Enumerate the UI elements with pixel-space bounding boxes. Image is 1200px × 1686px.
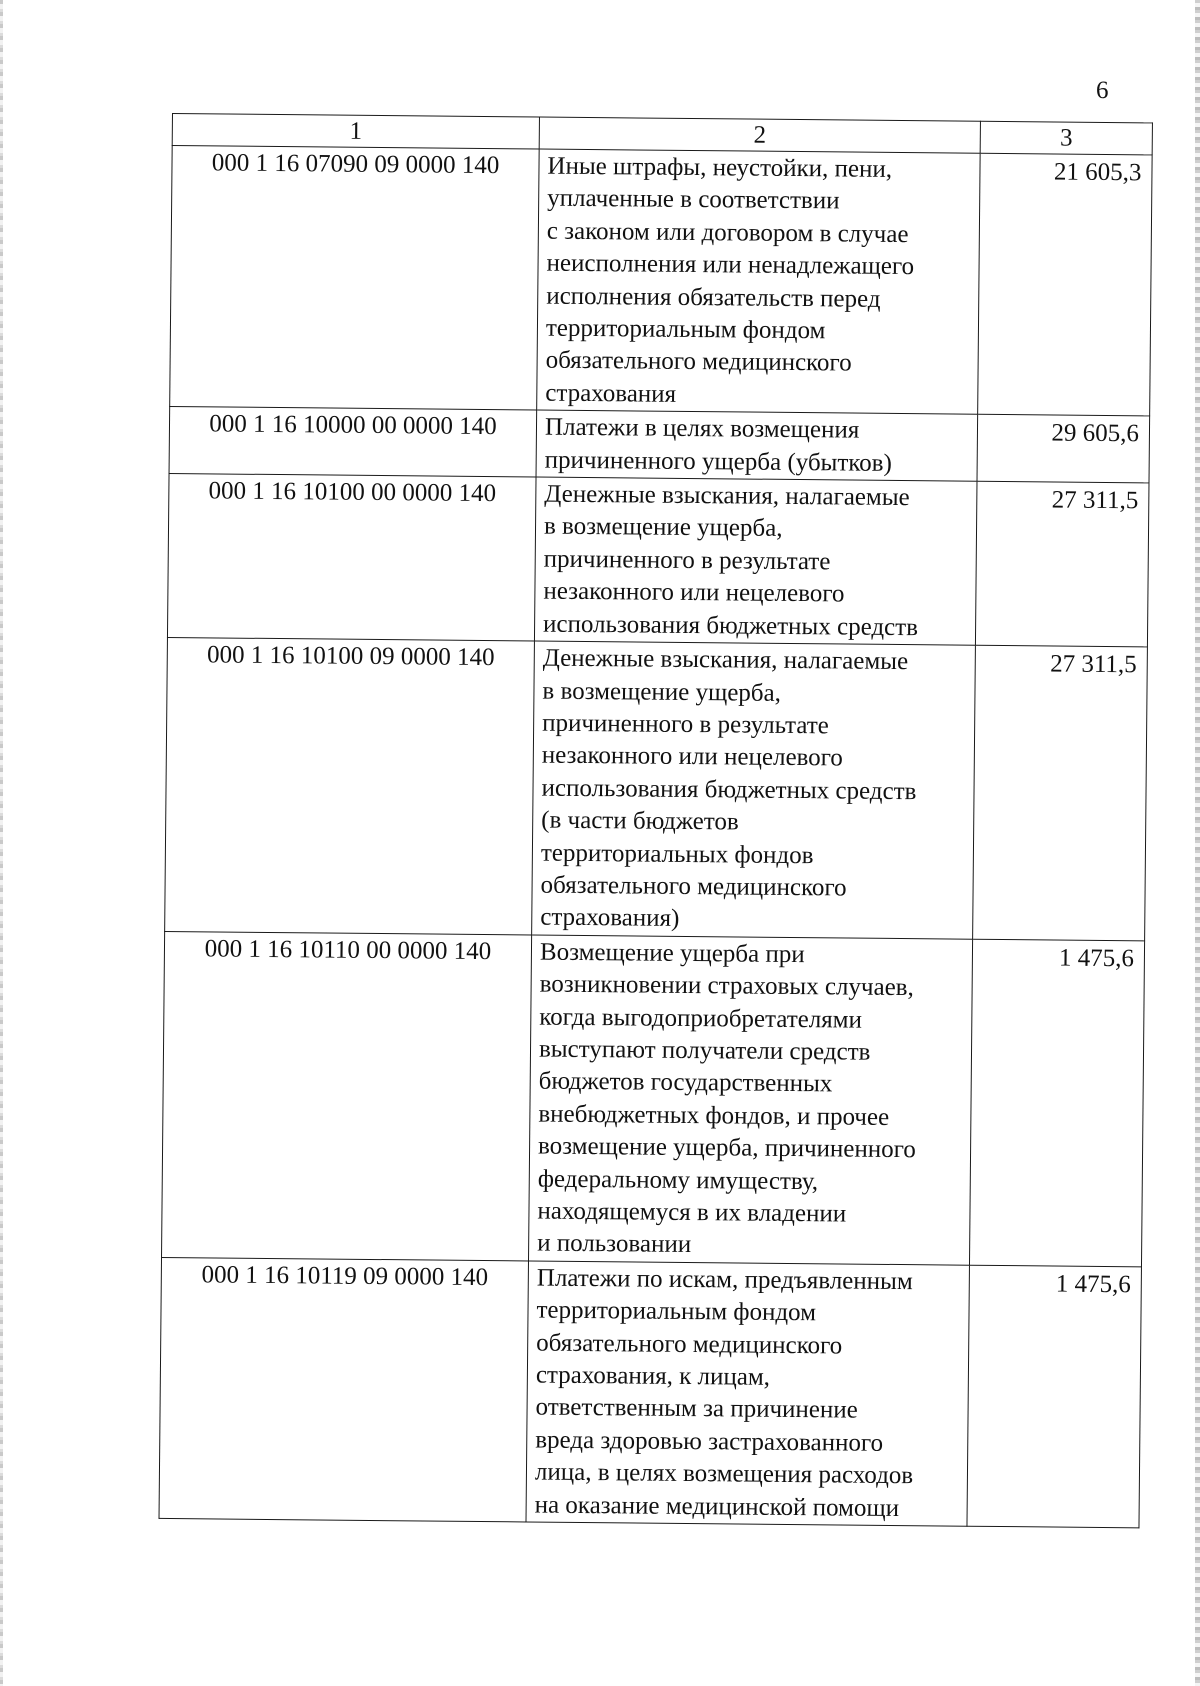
amount-cell: 29 605,6	[977, 414, 1150, 482]
budget-code-cell: 000 1 16 10119 09 0000 140	[159, 1257, 528, 1522]
table-row	[162, 931, 1145, 1266]
amount-cell: 1 475,6	[969, 939, 1144, 1267]
amount-cell: 1 475,6	[967, 1265, 1141, 1528]
table-row	[165, 638, 1148, 941]
description-cell: Платежи в целях возмещения причиненного ущерба (убытков)	[536, 410, 978, 481]
table-row	[170, 146, 1152, 417]
amount-cell: 21 605,3	[978, 153, 1152, 416]
scan-right-edge	[1195, 0, 1200, 1686]
description-cell: Денежные взыскания, налагаемые в возмещение ущерба, причиненного в результате незаконного или нецелевого использования бюджетных средств (в части бюджетов территориальных фондов обязательного медицинского страхования)	[532, 641, 976, 939]
budget-code-cell: 000 1 16 10000 00 0000 140	[169, 407, 537, 477]
scan-left-edge	[0, 0, 3, 1686]
budget-table	[159, 113, 1153, 1528]
description-cell: Иные штрафы, неустойки, пени, уплаченные в соответствии с законом или договором в случае неисполнения или ненадлежащего исполнения обязательств перед территориальным фондом обязательного медицинского страхования	[537, 149, 980, 414]
description-cell: Денежные взыскания, налагаемые в возмещение ущерба, причиненного в результате незаконного или нецелевого использования бюджетных средств	[534, 477, 977, 645]
header-col-1: 1	[172, 114, 539, 150]
table-body	[159, 146, 1152, 1528]
budget-code-cell: 000 1 16 07090 09 0000 140	[170, 146, 539, 411]
page-number: 6	[1096, 77, 1109, 104]
amount-cell: 27 311,5	[975, 481, 1149, 647]
budget-code-cell: 000 1 16 10110 00 0000 140	[162, 931, 532, 1261]
description-cell: Платежи по искам, предъявленным территориальным фондом обязательного медицинского страхования, к лицам, ответственным за причинение вреда здоровью застрахованного лица, в целях возмещения расходов на оказание медицинской помощи	[526, 1261, 969, 1526]
description-cell: Возмещение ущерба при возникновении страховых случаев, когда выгодоприобретателями выступают получатели средств бюджетов государственных внебюджетных фондов, и прочее возмещение ущерба, причиненного федеральному имуществу, находящемуся в их владении и пользовании	[528, 935, 972, 1265]
budget-code-cell: 000 1 16 10100 00 0000 140	[167, 474, 536, 642]
header-col-3: 3	[980, 121, 1152, 155]
budget-code-cell: 000 1 16 10100 09 0000 140	[165, 638, 535, 935]
table-row	[169, 407, 1150, 483]
table-row	[159, 1257, 1141, 1528]
amount-cell: 27 311,5	[973, 645, 1148, 940]
header-col-2: 2	[539, 117, 980, 153]
table-row	[167, 474, 1149, 647]
